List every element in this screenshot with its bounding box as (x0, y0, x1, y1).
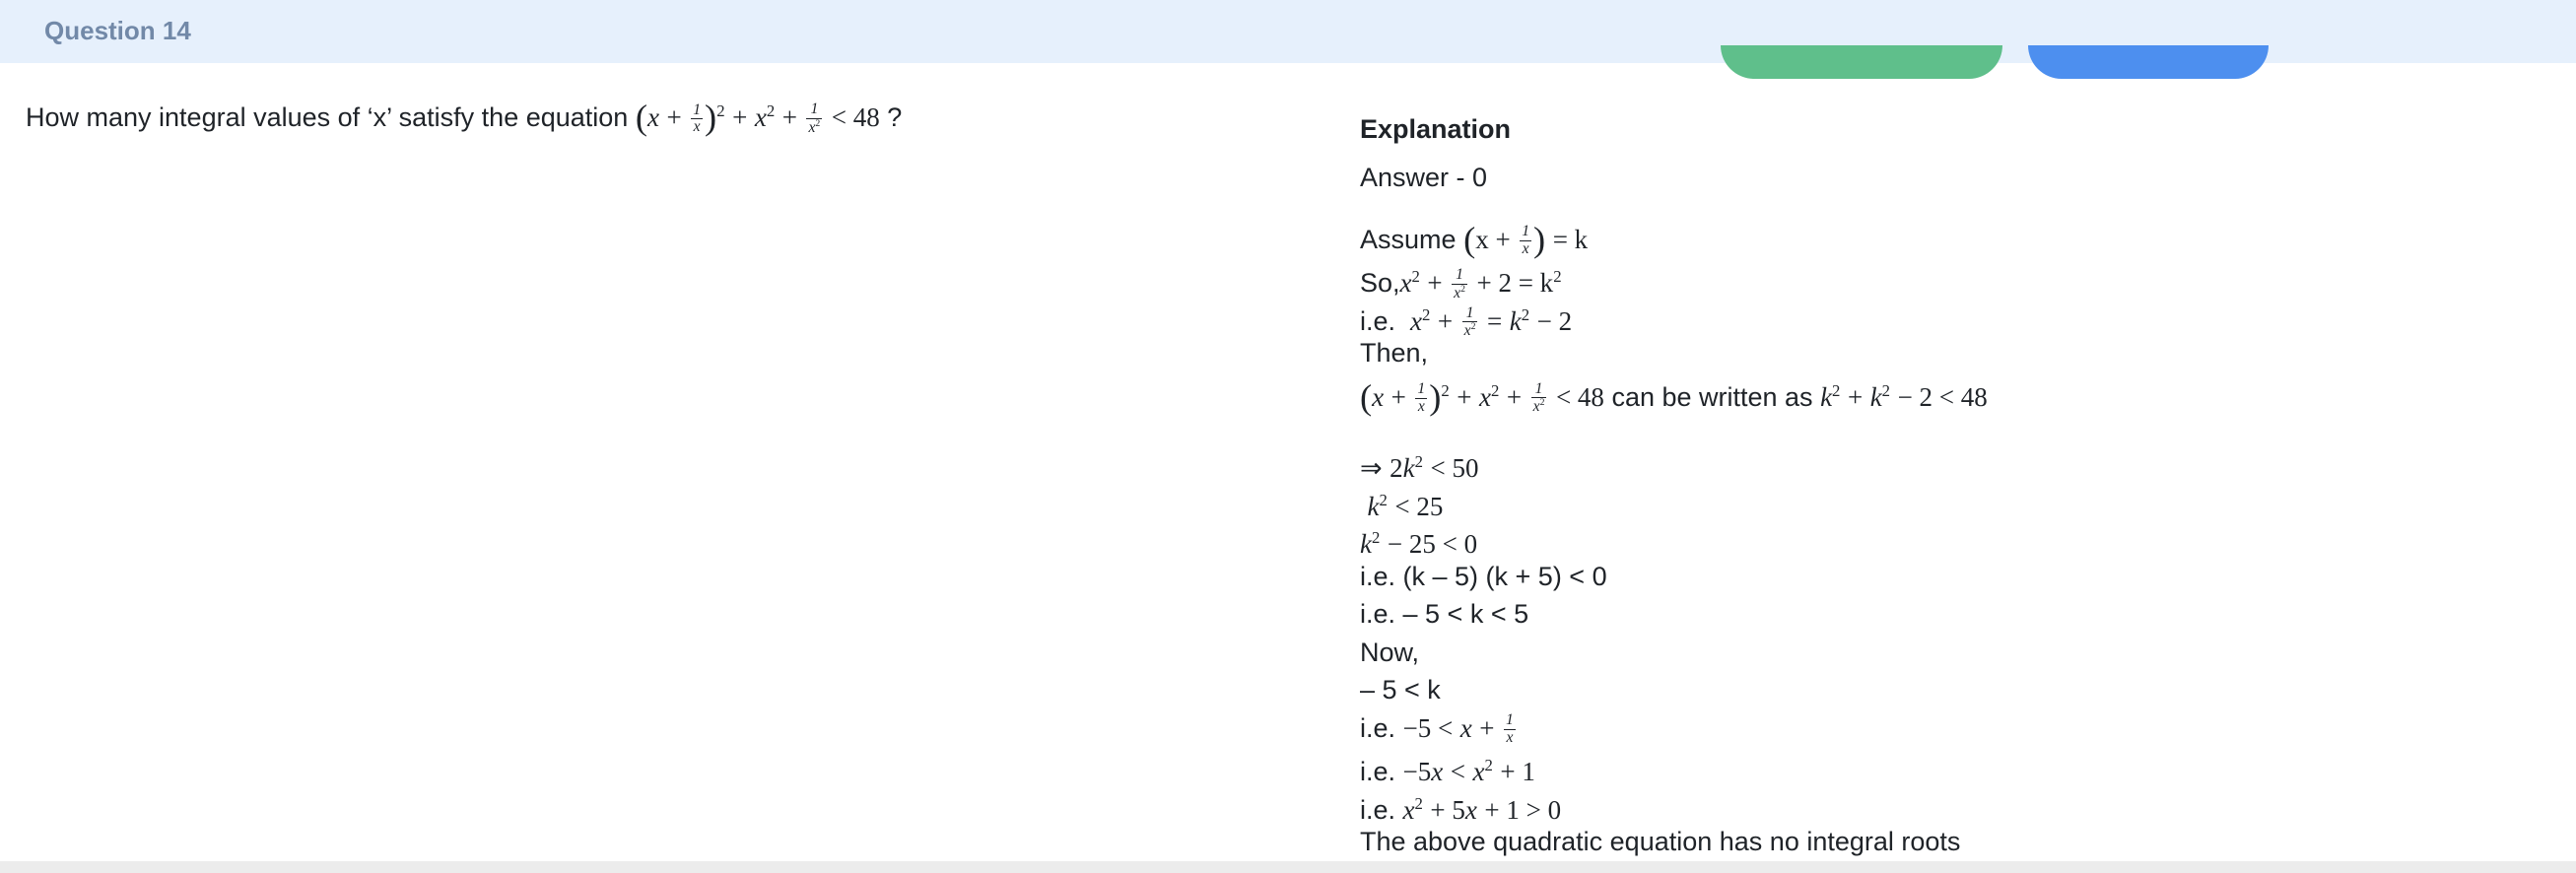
explanation-title: Explanation (1360, 114, 1512, 144)
step-rewrite: (x + $\frac{1}{x}$ )$^2 + x^2$ + $\frac{1}{x^2}$ < 48 can be written as $k^2 + k^2 - 2 < 48$ (1360, 376, 1988, 417)
blue-action-button[interactable] (2028, 45, 2269, 79)
step-ie-3: i.e. $-5x < x^2 + 1$ (1360, 756, 1535, 786)
step-ie-2: i.e. −5 < x + $\frac{1}{x}$ (1360, 711, 1514, 746)
step-k2-minus: $k^2 - 25 < 0$ (1360, 528, 1478, 559)
step-ie-1: i.e. $x^2$ + $\frac{1}{x^2}$ = $k^2 - 2$ (1360, 303, 1573, 340)
step-ie-4: i.e. $x^2 + 5x + 1 > 0$ (1360, 793, 1562, 825)
green-action-button[interactable] (1721, 45, 2002, 79)
question-suffix: ? (887, 102, 903, 132)
step-2k2: ⇒ $2k^2 < 50$ (1360, 452, 1479, 483)
step-range: i.e. – 5 < k < 5 (1360, 599, 1529, 629)
question-number: Question 14 (44, 16, 191, 45)
question-equation: (x + $\frac{1}{x}$ )$^2 + x^2$ + $\frac{1}{x^2}$ < 48 (635, 98, 880, 137)
step-so: $So,x^2$ + $\frac{1}{x^2}$ + $2 = k^2$ (1360, 266, 1562, 302)
step-assume: Assume (x + $\frac{1}{x}$ ) = k (1360, 219, 1589, 259)
header-bar (0, 0, 2576, 63)
explanation-panel (1360, 114, 2523, 861)
step-factor: i.e. (k – 5) (k + 5) < 0 (1360, 561, 1607, 591)
step-k2: $k^2 < 25$ (1367, 490, 1444, 521)
question-text (26, 97, 902, 138)
question-prefix: How many integral values of ‘x’ satisfy the equation (26, 102, 629, 132)
step-lower: – 5 < k (1360, 675, 1441, 705)
step-conclusion: The above quadratic equation has no integral roots (1360, 827, 1961, 856)
answer-line: Answer - 0 (1360, 163, 1488, 192)
step-now: Now, (1360, 637, 1420, 667)
step-then: Then, (1360, 338, 1429, 368)
horizontal-scrollbar[interactable] (0, 861, 2576, 873)
